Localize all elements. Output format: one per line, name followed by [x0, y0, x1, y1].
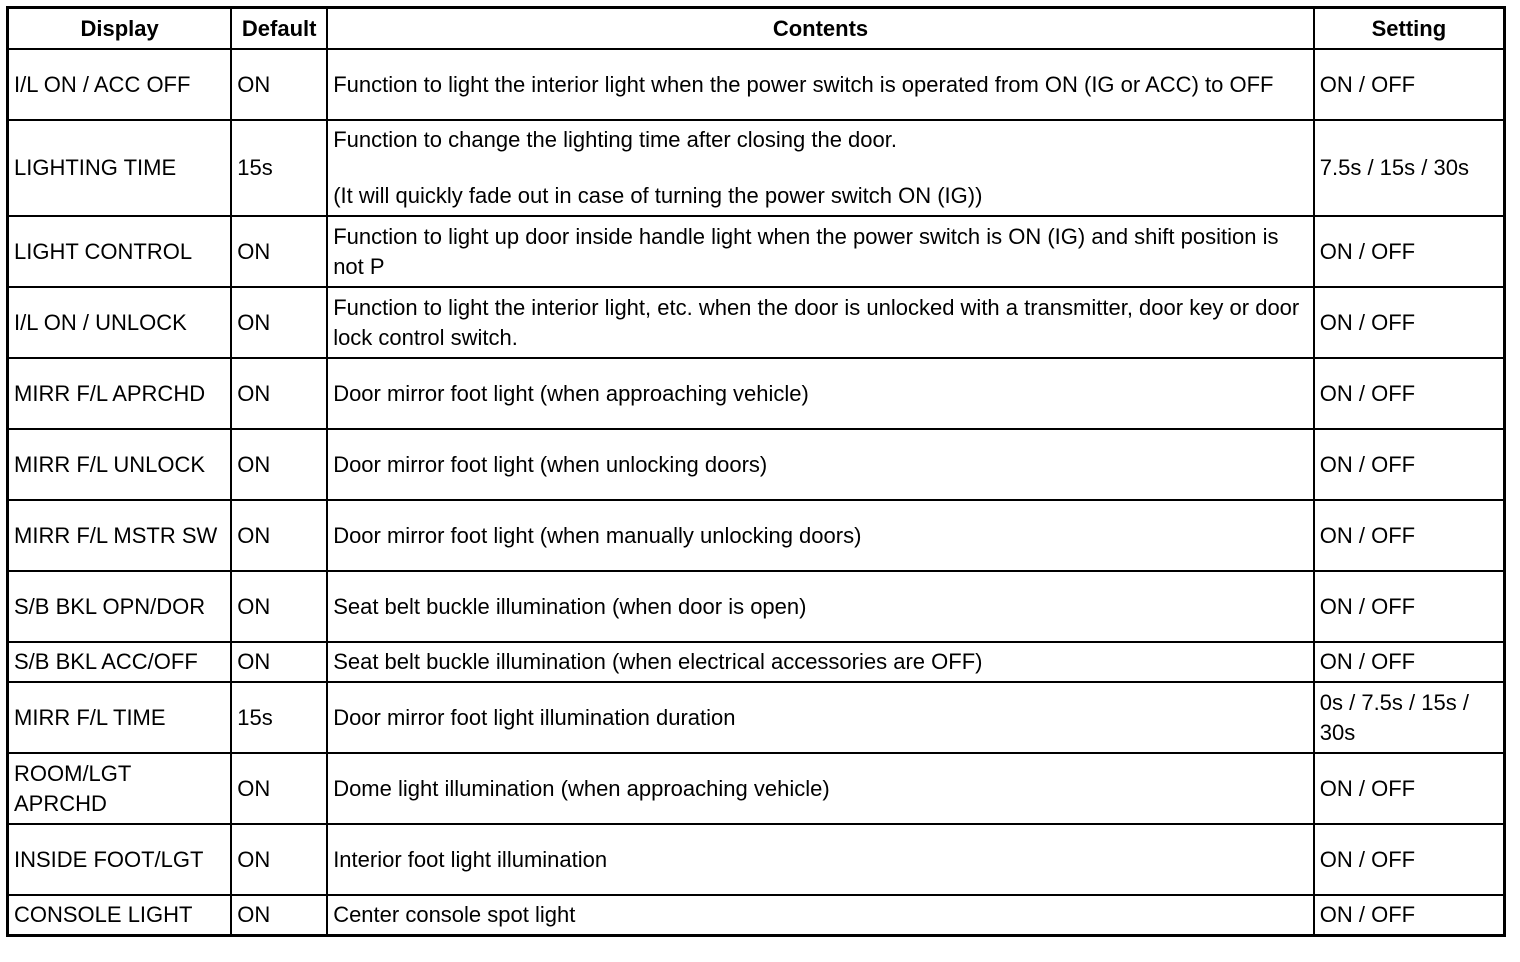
cell-default: ON: [231, 429, 327, 500]
cell-contents: Interior foot light illumination: [327, 824, 1314, 895]
table-row: [8, 571, 1505, 642]
cell-display: LIGHT CONTROL: [8, 216, 232, 287]
header-default: Default: [231, 8, 327, 50]
table-row: [8, 120, 1505, 216]
cell-display: S/B BKL ACC/OFF: [8, 642, 232, 682]
cell-setting: 7.5s / 15s / 30s: [1314, 120, 1505, 216]
table-row: [8, 753, 1505, 824]
table-row: [8, 682, 1505, 753]
cell-setting: ON / OFF: [1314, 500, 1505, 571]
cell-contents: Door mirror foot light (when approaching vehicle): [327, 358, 1314, 429]
cell-contents: [327, 120, 1314, 216]
cell-display: S/B BKL OPN/DOR: [8, 571, 232, 642]
cell-default: ON: [231, 49, 327, 120]
cell-display: MIRR F/L APRCHD: [8, 358, 232, 429]
cell-contents: Door mirror foot light (when manually unlocking doors): [327, 500, 1314, 571]
cell-display: MIRR F/L MSTR SW: [8, 500, 232, 571]
cell-display: MIRR F/L UNLOCK: [8, 429, 232, 500]
table-row: [8, 49, 1505, 120]
cell-setting: 0s / 7.5s / 15s / 30s: [1314, 682, 1505, 753]
cell-default: ON: [231, 895, 327, 936]
cell-setting: ON / OFF: [1314, 824, 1505, 895]
contents-note: (It will quickly fade out in case of turning the power switch ON (IG)): [333, 183, 983, 208]
cell-display: MIRR F/L TIME: [8, 682, 232, 753]
cell-contents: Function to light the interior light when the power switch is operated from ON (IG or ACC) to OFF: [327, 49, 1314, 120]
cell-default: ON: [231, 500, 327, 571]
table-row: [8, 216, 1505, 287]
cell-setting: ON / OFF: [1314, 287, 1505, 358]
header-setting: Setting: [1314, 8, 1505, 50]
cell-setting: ON / OFF: [1314, 49, 1505, 120]
cell-display: CONSOLE LIGHT: [8, 895, 232, 936]
table-row: [8, 895, 1505, 936]
settings-table: [6, 6, 1506, 937]
cell-contents: Center console spot light: [327, 895, 1314, 936]
cell-contents: Function to light the interior light, etc. when the door is unlocked with a transmitter, door key or door lock control switch.: [327, 287, 1314, 358]
table-row: [8, 287, 1505, 358]
cell-setting: ON / OFF: [1314, 571, 1505, 642]
contents-line: Function to change the lighting time after closing the door.: [333, 127, 897, 152]
cell-display: INSIDE FOOT/LGT: [8, 824, 232, 895]
cell-display: I/L ON / ACC OFF: [8, 49, 232, 120]
cell-default: 15s: [231, 120, 327, 216]
cell-setting: ON / OFF: [1314, 642, 1505, 682]
cell-contents: Door mirror foot light illumination duration: [327, 682, 1314, 753]
cell-default: 15s: [231, 682, 327, 753]
cell-contents: Dome light illumination (when approaching vehicle): [327, 753, 1314, 824]
table-row: [8, 358, 1505, 429]
cell-default: ON: [231, 642, 327, 682]
cell-setting: ON / OFF: [1314, 358, 1505, 429]
cell-default: ON: [231, 824, 327, 895]
header-row: [8, 8, 1505, 50]
cell-display: ROOM/LGT APRCHD: [8, 753, 232, 824]
cell-display: I/L ON / UNLOCK: [8, 287, 232, 358]
cell-contents: Seat belt buckle illumination (when electrical accessories are OFF): [327, 642, 1314, 682]
cell-default: ON: [231, 358, 327, 429]
table-row: [8, 824, 1505, 895]
cell-contents: Seat belt buckle illumination (when door is open): [327, 571, 1314, 642]
table-row: [8, 500, 1505, 571]
table-row: [8, 642, 1505, 682]
header-display: Display: [8, 8, 232, 50]
cell-default: ON: [231, 753, 327, 824]
cell-setting: ON / OFF: [1314, 429, 1505, 500]
cell-contents: Function to light up door inside handle light when the power switch is ON (IG) and shift position is not P: [327, 216, 1314, 287]
cell-setting: ON / OFF: [1314, 216, 1505, 287]
cell-contents: Door mirror foot light (when unlocking doors): [327, 429, 1314, 500]
cell-default: ON: [231, 287, 327, 358]
cell-display: LIGHTING TIME: [8, 120, 232, 216]
cell-setting: ON / OFF: [1314, 753, 1505, 824]
cell-setting: ON / OFF: [1314, 895, 1505, 936]
cell-default: ON: [231, 216, 327, 287]
table-row: [8, 429, 1505, 500]
header-contents: Contents: [327, 8, 1314, 50]
cell-default: ON: [231, 571, 327, 642]
